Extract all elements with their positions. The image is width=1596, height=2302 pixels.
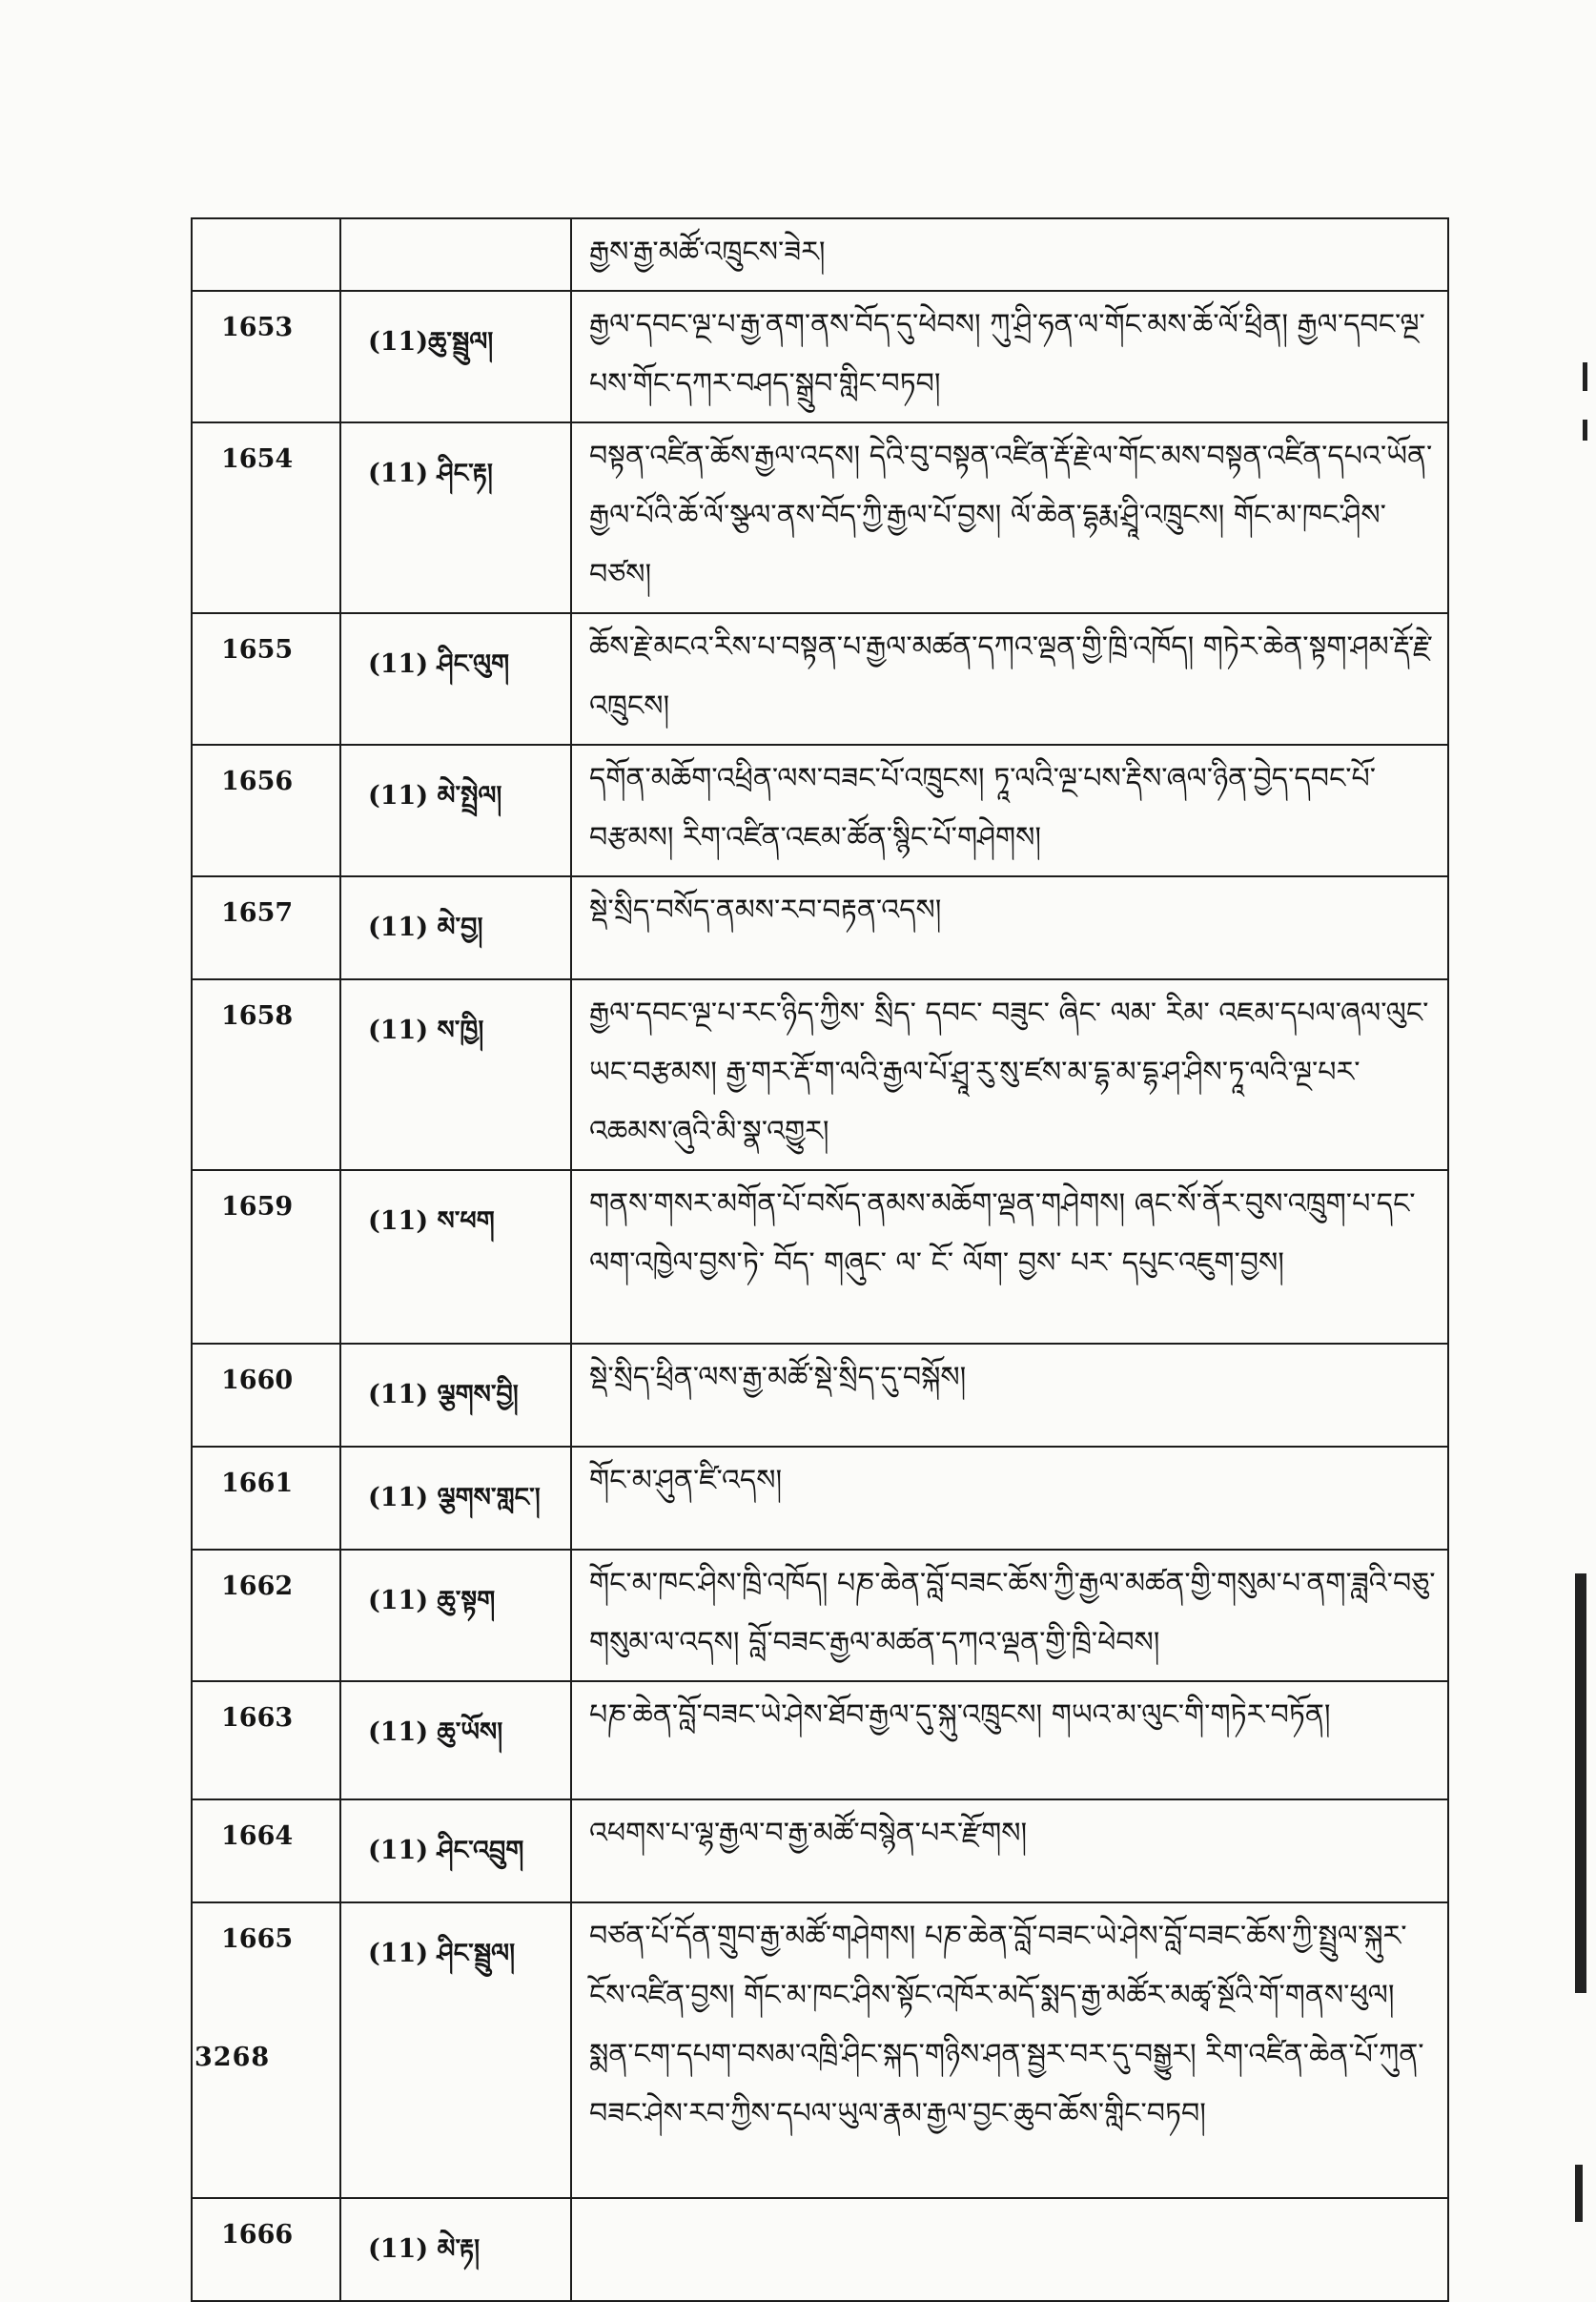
table-row — [192, 1170, 1448, 1344]
year-cell: 1660 — [192, 1344, 340, 1447]
event-cell: རྒྱས་རྒྱ་མཚོ་འཁྲུངས་ཟེར། — [571, 218, 1448, 291]
cycle-cell: (11) ས་ཕག — [340, 1170, 571, 1344]
year-cell: 1661 — [192, 1447, 340, 1550]
table-row — [192, 876, 1448, 979]
event-cell: རྒྱལ་དབང་ལྔ་པ་རང་ཉིད་ཀྱིས་ སྲིད་ དབང་ བཟུང་ ཞིང་ ལམ་ རིམ་ འཇམ་དཔལ་ཞལ་ལུང་ཡང་བརྩམས། རྒྱ་གར་རྡོ་ག་ལའི་རྒྱལ་པོ་ཤྲཱ་རུ་སུ་ཛས་མ་དྷ་མ་དྷ་ཤ་ཤིས་ཏཱ་ལའི་ལྔ་པར་འཆམས་ཞུའི་མི་སྣ་འགྱུར། — [571, 979, 1448, 1170]
table-row — [192, 979, 1448, 1170]
table-row — [192, 1681, 1448, 1799]
cycle-cell: (11) ཆུ་སྟག — [340, 1550, 571, 1681]
table-row — [192, 1902, 1448, 2198]
table-row — [192, 613, 1448, 745]
edge-mark — [1583, 420, 1587, 441]
table-row — [192, 218, 1448, 291]
event-cell: པཎ་ཆེན་བློ་བཟང་ཡེ་ཤེས་ཐོབ་རྒྱལ་དུ་སྐུ་འཁྲུངས། གཡའ་མ་ལུང་གི་གཏེར་བཏོན། — [571, 1681, 1448, 1799]
cycle-cell: (11)ཆུ་སྦྲུལ། — [340, 291, 571, 422]
year-cell: 1655 — [192, 613, 340, 745]
year-cell: 1654 — [192, 422, 340, 613]
table-row — [192, 1447, 1448, 1550]
year-cell: 1664 — [192, 1799, 340, 1902]
cycle-cell: (11) མེ་སྤྲེལ། — [340, 745, 571, 876]
table-row — [192, 1344, 1448, 1447]
cycle-cell: (11) ཤིང་ལུག — [340, 613, 571, 745]
year-cell: 1659 — [192, 1170, 340, 1344]
year-cell: 1656 — [192, 745, 340, 876]
cycle-cell: (11) ཆུ་ཡོས། — [340, 1681, 571, 1799]
year-cell: 1653 — [192, 291, 340, 422]
cycle-cell: (11) ས་ཁྱི། — [340, 979, 571, 1170]
table-row — [192, 2198, 1448, 2301]
cycle-cell: (11) མེ་བྱ། — [340, 876, 571, 979]
event-cell: འཕགས་པ་ལྷ་རྒྱལ་བ་རྒྱ་མཚོ་བསྙེན་པར་རྫོགས། — [571, 1799, 1448, 1902]
event-cell: སྡེ་སྲིད་བསོད་ནམས་རབ་བརྟན་འདས། — [571, 876, 1448, 979]
cycle-cell: (11) ལྕགས་བྱི། — [340, 1344, 571, 1447]
cycle-cell — [340, 218, 571, 291]
edge-mark — [1575, 1573, 1586, 1993]
year-cell — [192, 218, 340, 291]
year-cell: 1666 — [192, 2198, 340, 2301]
chronology-table — [191, 217, 1449, 2302]
cycle-cell: (11) མེ་རྟ། — [340, 2198, 571, 2301]
edge-mark — [1575, 2165, 1583, 2222]
event-cell — [571, 2198, 1448, 2301]
cycle-cell: (11) ལྕགས་གླང་། — [340, 1447, 571, 1550]
event-cell: ཆོས་རྗེ་མངའ་རིས་པ་བསྟན་པ་རྒྱལ་མཚན་དཀའ་ལྡན་གྱི་ཁྲི་འཁོད། གཏེར་ཆེན་སྟག་ཤམ་རྡོ་རྗེ་འཁྲུངས། — [571, 613, 1448, 745]
table-row — [192, 1799, 1448, 1902]
year-cell: 1665 — [192, 1902, 340, 2198]
edge-mark — [1583, 362, 1587, 391]
year-cell: 1658 — [192, 979, 340, 1170]
table-row — [192, 291, 1448, 422]
event-cell: བསྟན་འཛིན་ཆོས་རྒྱལ་འདས། དེའི་བུ་བསྟན་འཛིན་རྡོ་རྗེ་ལ་གོང་མས་བསྟན་འཛིན་དཔའ་ཡོན་རྒྱལ་པོའི་ཆོ་ལོ་སྩལ་ནས་བོད་ཀྱི་རྒྱལ་པོ་བྱས། ལོ་ཆེན་དྷརྨ་ཤྲཱི་འཁྲུངས། གོང་མ་ཁང་ཤིས་བཙས། — [571, 422, 1448, 613]
year-cell: 1657 — [192, 876, 340, 979]
event-cell: གོང་མ་ཤུན་ཛི་འདས། — [571, 1447, 1448, 1550]
page-number: 3268 — [194, 2043, 271, 2072]
event-cell: སྡེ་སྲིད་ཕྲིན་ལས་རྒྱ་མཚོ་སྡེ་སྲིད་དུ་བསྐོས། — [571, 1344, 1448, 1447]
event-cell: དགོན་མཆོག་འཕྲིན་ལས་བཟང་པོ་འཁྲུངས། ཏཱ་ལའི་ལྔ་པས་རྡིས་ཞལ་ཉིན་བྱེད་དབང་པོ་བརྩམས། རིག་འཛིན་འཇམ་ཚོན་སྙིང་པོ་གཤེགས། — [571, 745, 1448, 876]
table-row — [192, 422, 1448, 613]
table-row — [192, 745, 1448, 876]
year-cell: 1662 — [192, 1550, 340, 1681]
cycle-cell: (11) ཤིང་འབྲུག — [340, 1799, 571, 1902]
table-row — [192, 1550, 1448, 1681]
event-cell: གནས་གསར་མགོན་པོ་བསོད་ནམས་མཆོག་ལྡན་གཤེགས། ཞང་སོ་ནོར་བུས་འཁྲུག་པ་དང་ལག་འཁྱེལ་བྱས་ཏེ་ བོད་ གཞུང་ ལ་ ངོ་ ལོག་ བྱས་ པར་ དཔུང་འཇུག་བྱས། — [571, 1170, 1448, 1344]
year-cell: 1663 — [192, 1681, 340, 1799]
cycle-cell: (11) ཤིང་རྟ། — [340, 422, 571, 613]
event-cell: བཙན་པོ་དོན་གྲུབ་རྒྱ་མཚོ་གཤེགས། པཎ་ཆེན་བློ་བཟང་ཡེ་ཤེས་བློ་བཟང་ཆོས་ཀྱི་སྤྲུལ་སྐུར་ངོས་འཛིན་བྱས། གོང་མ་ཁང་ཤིས་སྟོང་འཁོར་མདོ་སྨད་རྒྱ་མཚོར་མཚྭ་སྔོའི་གོ་གནས་ཕུལ། སྨན་ངག་དཔག་བསམ་འཁྲི་ཤིང་སྐད་གཉིས་ཤན་སྦྱར་བར་དུ་བསྒྱུར། རིག་འཛིན་ཆེན་པོ་ཀུན་བཟང་ཤེས་རབ་ཀྱིས་དཔལ་ཡུལ་རྣམ་རྒྱལ་བྱང་ཆུབ་ཆོས་གླིང་བཏབ། — [571, 1902, 1448, 2198]
event-cell: རྒྱལ་དབང་ལྔ་པ་རྒྱ་ནག་ནས་བོད་དུ་ཕེབས། ཀུ་ཤྲི་ཧན་ལ་གོང་མས་ཆོ་ལོ་ཕྲིན། རྒྱལ་དབང་ལྔ་པས་གོང་དཀར་བཤད་སྒྲུབ་གླིང་བཏབ། — [571, 291, 1448, 422]
event-cell: གོང་མ་ཁང་ཤིས་ཁྲི་འཁོད། པཎ་ཆེན་བློ་བཟང་ཆོས་ཀྱི་རྒྱལ་མཚན་གྱི་གསུམ་པ་ནག་ཟླའི་བཅུ་གསུམ་ལ་འདས། བློ་བཟང་རྒྱལ་མཚན་དཀའ་ལྡན་གྱི་ཁྲི་ཕེབས། — [571, 1550, 1448, 1681]
cycle-cell: (11) ཤིང་སྦྲུལ། — [340, 1902, 571, 2198]
